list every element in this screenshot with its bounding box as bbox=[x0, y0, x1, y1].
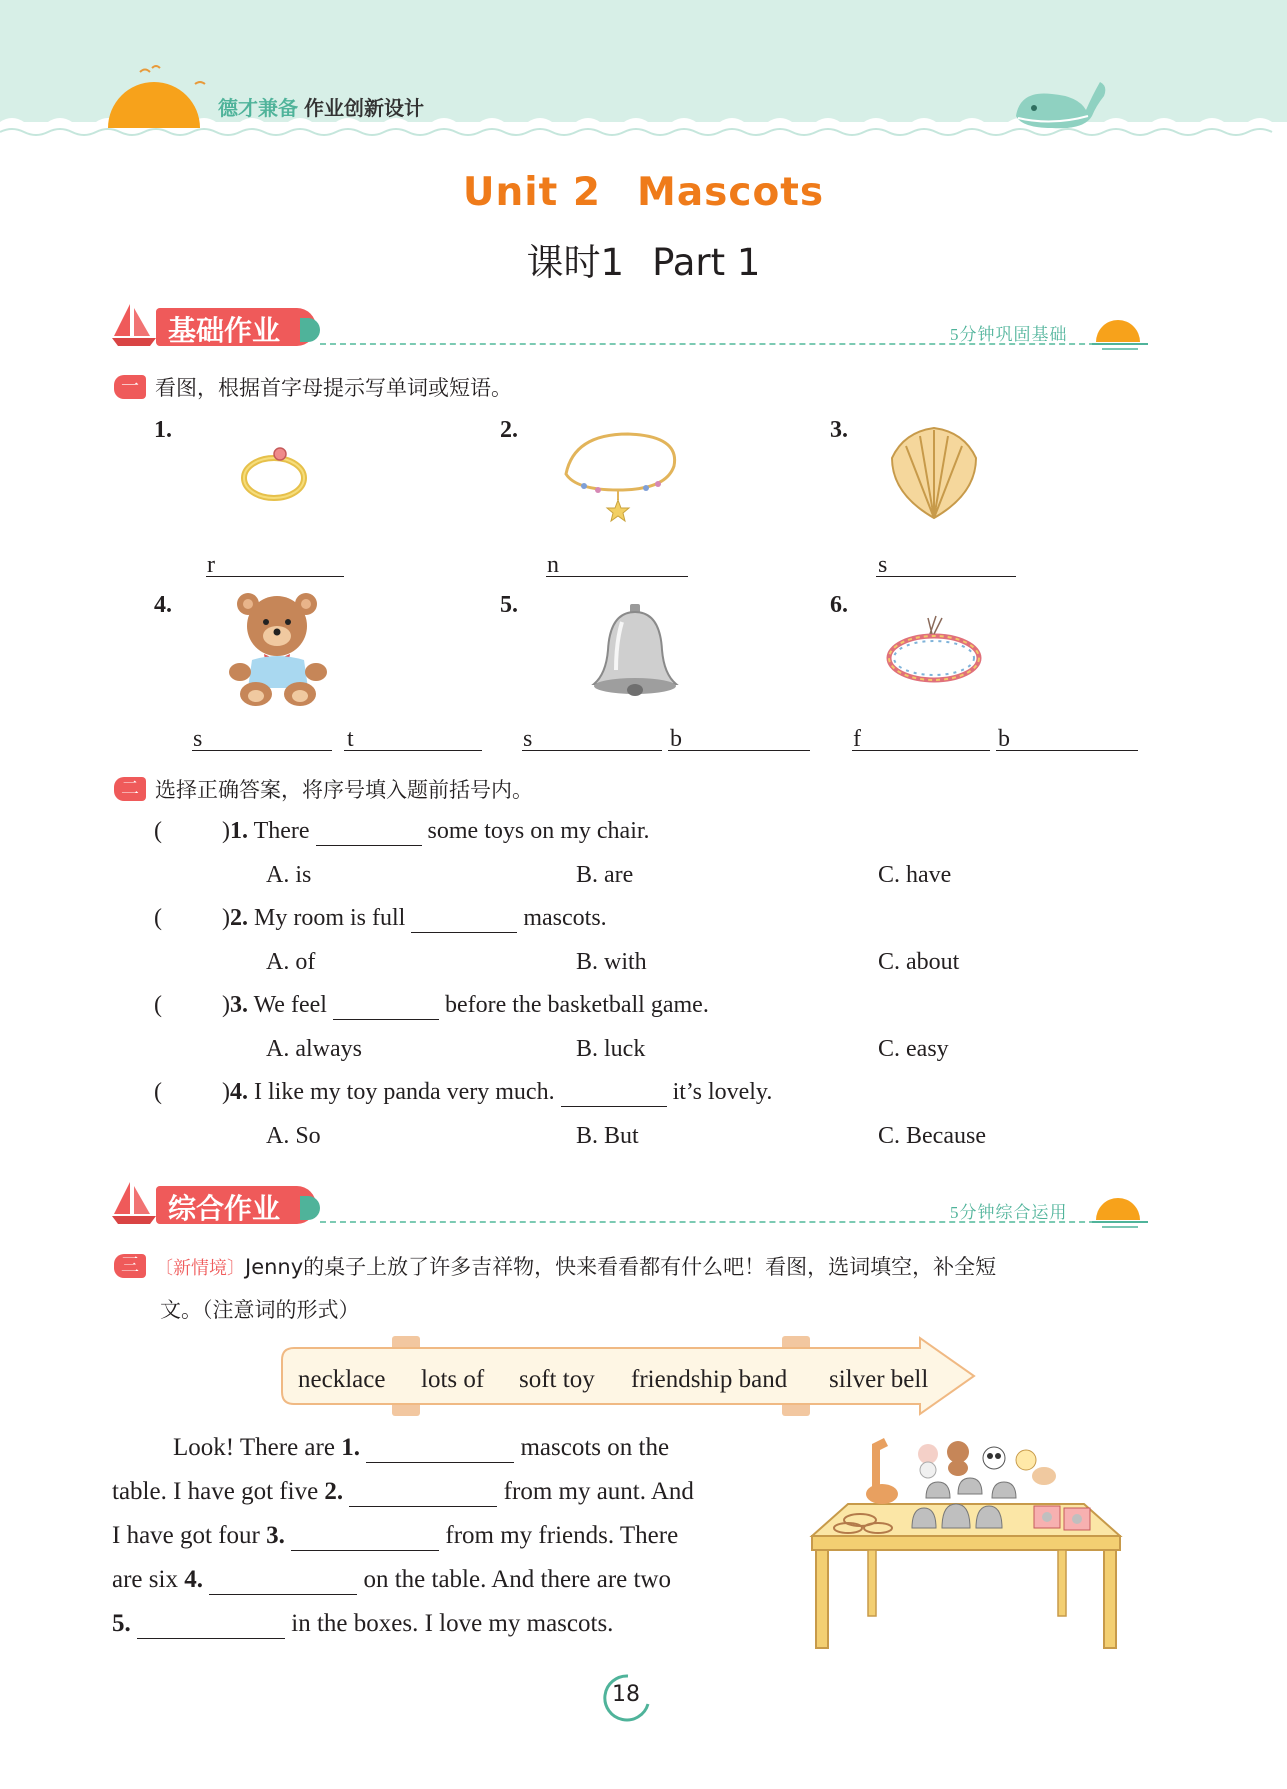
mc-question-2-blank[interactable] bbox=[411, 905, 517, 933]
shell-icon bbox=[886, 424, 982, 522]
passage-blank-1[interactable] bbox=[366, 1434, 514, 1463]
passage-blank-2[interactable] bbox=[349, 1478, 497, 1507]
item-4-blank-2[interactable] bbox=[344, 750, 482, 751]
item-6-blank-2[interactable] bbox=[996, 750, 1138, 751]
passage-blank-number: 4. bbox=[184, 1566, 203, 1593]
passage-blank-4[interactable] bbox=[209, 1566, 357, 1595]
mc-question-3-option-a[interactable]: A. always bbox=[266, 1036, 362, 1062]
question-3-title-line1: Jenny的桌子上放了许多吉祥物，快来看看都有什么吧！看图，选词填空，补全短 bbox=[245, 1255, 997, 1279]
passage-blank-number: 2. bbox=[324, 1478, 344, 1505]
mc-question-4-post: it’s lovely. bbox=[672, 1079, 773, 1105]
mc-question-2-option-b[interactable]: B. with bbox=[576, 949, 647, 975]
mc-question-2-number: 2. bbox=[230, 905, 248, 931]
bell-icon bbox=[588, 604, 682, 700]
item-4-letter-1: s bbox=[193, 726, 203, 752]
passage-text: from my friends. There bbox=[445, 1522, 679, 1549]
word-bank-item: silver bell bbox=[829, 1366, 929, 1393]
mc-question-1-number: 1. bbox=[230, 818, 248, 844]
mc-question-4-pre: I like my toy panda very much. bbox=[254, 1079, 555, 1105]
section-basic-label-shadow bbox=[300, 318, 320, 342]
necklace-icon bbox=[554, 428, 682, 524]
section-basic-right-label: 5分钟巩固基础 bbox=[950, 325, 1068, 344]
passage-line-5 bbox=[112, 1610, 613, 1639]
item-5-blank-2[interactable] bbox=[668, 750, 810, 751]
word-bank-item: friendship band bbox=[631, 1366, 788, 1393]
mc-question-4-option-c[interactable]: C. Because bbox=[878, 1123, 986, 1149]
passage-text: table. I have got five bbox=[112, 1478, 319, 1505]
mc-question-2: ( )2. My room is full mascots. bbox=[154, 905, 607, 931]
mc-question-1: ( )1. There some toys on my chair. bbox=[154, 818, 650, 844]
word-bank-item: lots of bbox=[421, 1366, 485, 1393]
teddy-bear-icon bbox=[226, 590, 330, 708]
lesson-title bbox=[0, 232, 1287, 286]
word-bank-item: necklace bbox=[298, 1366, 386, 1393]
passage-text: in the boxes. I love my mascots. bbox=[291, 1610, 614, 1637]
mc-question-1-pre: There bbox=[253, 818, 310, 844]
ring-icon bbox=[238, 440, 310, 506]
section-integrated-right-label: 5分钟综合运用 bbox=[950, 1203, 1068, 1222]
mc-question-3-option-b[interactable]: B. luck bbox=[576, 1036, 646, 1062]
page-number: 18 bbox=[612, 1682, 640, 1707]
item-6-blank-1[interactable] bbox=[852, 750, 990, 751]
question-2-title: 选择正确答案，将序号填入题前括号内。 bbox=[155, 778, 533, 802]
sailboat-icon bbox=[110, 1180, 160, 1226]
item-1-number: 1. bbox=[154, 417, 172, 443]
passage-blank-number: 1. bbox=[341, 1434, 360, 1461]
brand-series: 德才兼备 bbox=[218, 96, 298, 120]
mc-question-4-blank[interactable] bbox=[561, 1079, 667, 1107]
sun-icon bbox=[100, 62, 210, 130]
mc-question-3-number: 3. bbox=[230, 992, 248, 1018]
sunset-icon bbox=[1092, 312, 1148, 352]
mc-question-2-post: mascots. bbox=[523, 905, 607, 931]
item-1-blank[interactable] bbox=[206, 576, 344, 577]
mc-question-4: ( )4. I like my toy panda very much. it’s lovely. bbox=[154, 1079, 773, 1105]
passage-line-1 bbox=[173, 1434, 669, 1463]
mc-question-3-blank[interactable] bbox=[333, 992, 439, 1020]
mc-question-1-option-c[interactable]: C. have bbox=[878, 862, 952, 888]
item-6-letter-1: f bbox=[853, 726, 861, 752]
item-3-blank[interactable] bbox=[876, 576, 1016, 577]
passage-line-4 bbox=[112, 1566, 671, 1595]
mc-question-4-option-a[interactable]: A. So bbox=[266, 1123, 321, 1149]
item-6-letter-2: b bbox=[998, 726, 1010, 752]
mc-question-2-pre: My room is full bbox=[254, 905, 406, 931]
passage-text: mascots on the bbox=[520, 1434, 670, 1461]
question-3-tag: 〔新情境〕 bbox=[155, 1258, 245, 1279]
passage-line-3 bbox=[112, 1522, 678, 1551]
mc-question-1-option-a[interactable]: A. is bbox=[266, 862, 312, 888]
item-6-number: 6. bbox=[830, 592, 848, 618]
whale-icon bbox=[1012, 76, 1112, 132]
unit-title bbox=[0, 170, 1287, 215]
passage-blank-number: 3. bbox=[266, 1522, 285, 1549]
mc-question-4-option-b[interactable]: B. But bbox=[576, 1123, 639, 1149]
friendship-band-icon bbox=[884, 612, 986, 686]
part-label: Part 1 bbox=[652, 241, 761, 284]
mc-question-1-blank[interactable] bbox=[316, 818, 422, 846]
item-5-letter-2: b bbox=[670, 726, 682, 752]
sailboat-icon bbox=[110, 302, 160, 348]
question-3-title-line2: 文。（注意词的形式） bbox=[160, 1298, 360, 1322]
item-2-letter: n bbox=[547, 552, 559, 578]
item-4-blank-1[interactable] bbox=[192, 750, 332, 751]
mc-question-3: ( )3. We feel before the basketball game. bbox=[154, 992, 709, 1018]
mc-question-2-option-a[interactable]: A. of bbox=[266, 949, 316, 975]
passage-blank-5[interactable] bbox=[137, 1610, 285, 1639]
passage-text: I have got four bbox=[112, 1522, 260, 1549]
lesson-number: 课时1 bbox=[526, 241, 625, 284]
passage-text: are six bbox=[112, 1566, 178, 1593]
passage-text: on the table. And there are two bbox=[363, 1566, 671, 1593]
question-1-title: 看图，根据首字母提示写单词或短语。 bbox=[155, 376, 512, 400]
section-integrated-label: 综合作业 bbox=[168, 1192, 281, 1225]
item-5-blank-1[interactable] bbox=[522, 750, 662, 751]
section-integrated-label-shadow bbox=[300, 1196, 320, 1220]
item-2-number: 2. bbox=[500, 417, 518, 443]
passage-blank-3[interactable] bbox=[291, 1522, 439, 1551]
mc-question-4-number: 4. bbox=[230, 1079, 248, 1105]
item-2-blank[interactable] bbox=[546, 576, 688, 577]
passage-text: Look! There are bbox=[173, 1434, 335, 1461]
brand bbox=[218, 92, 424, 121]
item-3-letter: s bbox=[878, 552, 888, 578]
mc-question-1-post: some toys on my chair. bbox=[427, 818, 650, 844]
mc-question-3-post: before the basketball game. bbox=[444, 992, 709, 1018]
unit-name: Mascots bbox=[637, 170, 825, 215]
question-2-number: 二 bbox=[114, 777, 146, 801]
question-1-number: 一 bbox=[114, 375, 146, 399]
item-5-letter-1: s bbox=[523, 726, 533, 752]
mc-question-1-option-b[interactable]: B. are bbox=[576, 862, 634, 888]
mc-question-3-pre: We feel bbox=[253, 992, 327, 1018]
item-4-letter-2: t bbox=[347, 726, 354, 752]
question-3-title bbox=[155, 1251, 996, 1281]
passage-line-2 bbox=[112, 1478, 694, 1507]
unit-number: Unit 2 bbox=[462, 170, 602, 215]
passage-text: from my aunt. And bbox=[503, 1478, 694, 1505]
brand-title: 作业创新设计 bbox=[304, 96, 424, 120]
mascot-table-illustration bbox=[808, 1424, 1124, 1652]
item-5-number: 5. bbox=[500, 592, 518, 618]
mc-question-2-option-c[interactable]: C. about bbox=[878, 949, 960, 975]
question-3-number: 三 bbox=[114, 1254, 146, 1278]
item-4-number: 4. bbox=[154, 592, 172, 618]
word-bank-item: soft toy bbox=[519, 1366, 595, 1393]
passage-blank-number: 5. bbox=[112, 1610, 131, 1637]
section-basic-label: 基础作业 bbox=[168, 314, 281, 347]
item-3-number: 3. bbox=[830, 417, 848, 443]
sunset-icon bbox=[1092, 1190, 1148, 1230]
mc-question-3-option-c[interactable]: C. easy bbox=[878, 1036, 949, 1062]
item-1-letter: r bbox=[207, 552, 215, 578]
